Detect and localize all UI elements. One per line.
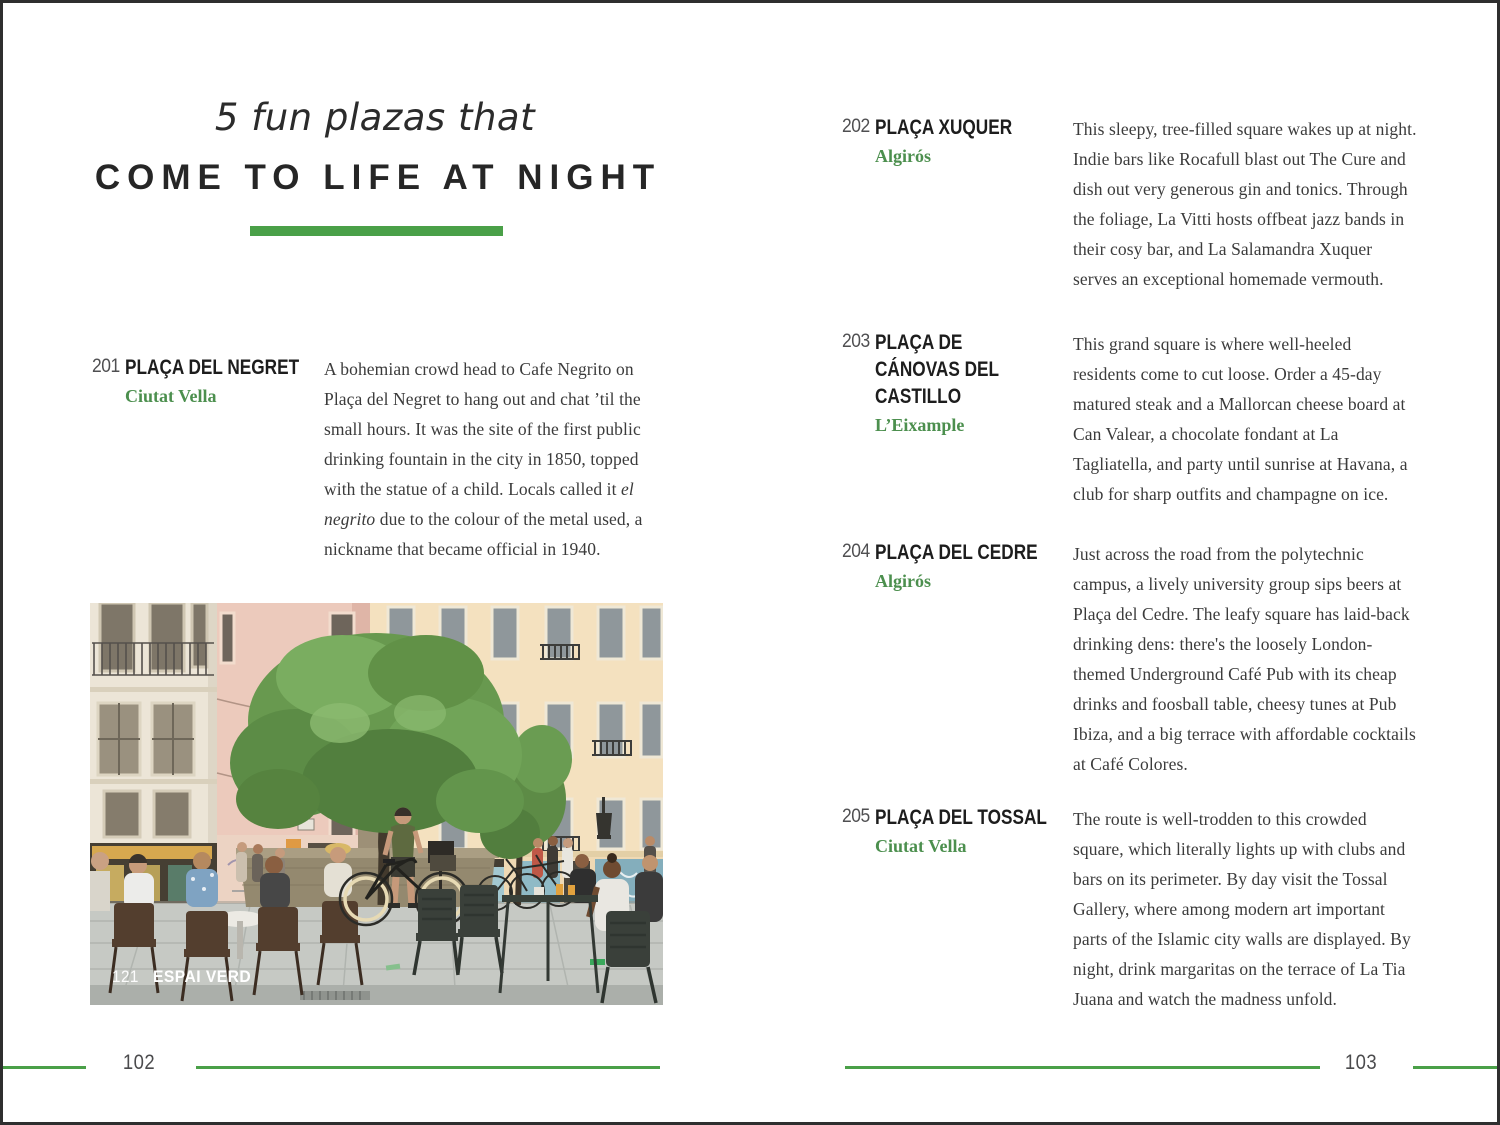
entry-title: PLAÇA DEL CEDRE: [875, 541, 1038, 564]
plaza-photo: [90, 603, 663, 1005]
chapter-subtitle: 5 fun plazas that: [214, 96, 536, 139]
entry-district: Algirós: [875, 146, 931, 166]
entry-number: 203: [842, 331, 870, 352]
entry-title: PLAÇA XUQUER: [875, 116, 1013, 139]
entry-203-description: This grand square is where well-heeled residents come to cut loose. Order a 45-day matured steak and a Mallorcan cheese board at Can Valear, a chocolate fondant at La Tagliatella, and party until sunrise at Havana, a club for sharp outfits and champagne on ice.: [1073, 334, 1408, 504]
entry-district: Ciutat Vella: [875, 836, 967, 856]
entry-204: [842, 539, 1090, 592]
description-text: A bohemian crowd head to Cafe Negrito on Plaça del Negret to hang out and chat ’til the small hours. It was the site of the first public drinking fountain in the city in 1850, topped with the statue of a child. Locals called it: [324, 359, 641, 499]
entry-number: 204: [842, 541, 870, 562]
footer-rule-short-right: [1413, 1066, 1497, 1069]
entry-202: [842, 114, 1090, 167]
chapter-rule: [250, 226, 503, 236]
entry-district: Ciutat Vella: [125, 386, 217, 406]
photo-caption-name: ESPAI VERD: [152, 967, 252, 986]
footer-rule-short-left: [3, 1066, 86, 1069]
chapter-title: COME TO LIFE AT NIGHT: [94, 158, 662, 197]
entry-title: PLAÇA DE CÁNOVAS DEL CASTILLO: [875, 331, 999, 408]
entry-number: 202: [842, 116, 870, 137]
photo-caption: [112, 967, 260, 987]
entry-title: PLAÇA DEL NEGRET: [125, 356, 300, 379]
entry-number: 201: [92, 356, 120, 377]
entry-201-description: [324, 354, 656, 564]
photo-caption-number: 121: [112, 967, 139, 986]
entry-203: [842, 329, 1090, 436]
entry-district: L’Eixample: [875, 415, 965, 435]
entry-district: Algirós: [875, 571, 931, 591]
entry-205: [842, 804, 1090, 857]
entry-205-description: The route is well-trodden to this crowded square, which literally lights up with clubs and bars on its perimeter. By day visit the Tossal Gallery, where among modern art important parts of the Islamic city walls are displayed. By night, drink margaritas on the terrace of La Tia Juana and watch the madness unfold.: [1073, 809, 1411, 1009]
plaza-photo-illustration: [90, 603, 663, 1005]
entry-202-description: This sleepy, tree-filled square wakes up at night. Indie bars like Rocafull blast out The Cure and dish out very generous gin and tonics. Through the foliage, La Vitti hosts offbeat jazz bands in their cosy bar, and La Salamandra Xuquer serves an exceptional homemade vermouth.: [1073, 119, 1417, 289]
entry-204-description: Just across the road from the polytechnic campus, a lively university group sips beers at Plaça del Cedre. The leafy square has laid-back drinking dens: there's the loosely London-themed Underground Café Pub with its cheap drinks and foosball table, cheesy tunes at Pub Ibiza, and a big terrace with affordable cocktails at Café Colores.: [1073, 544, 1416, 774]
page-number-left: 102: [122, 1051, 156, 1074]
entry-title: PLAÇA DEL TOSSAL: [875, 806, 1047, 829]
entry-201: [92, 354, 340, 407]
entry-number: 205: [842, 806, 870, 827]
description-italic: el negrito: [324, 479, 634, 529]
page-number-right: 103: [1344, 1051, 1378, 1074]
footer-rule-long-left: [196, 1066, 660, 1069]
description-text: due to the colour of the metal used, a nickname that became official in 1940.: [324, 509, 643, 559]
footer-rule-long-right: [845, 1066, 1320, 1069]
